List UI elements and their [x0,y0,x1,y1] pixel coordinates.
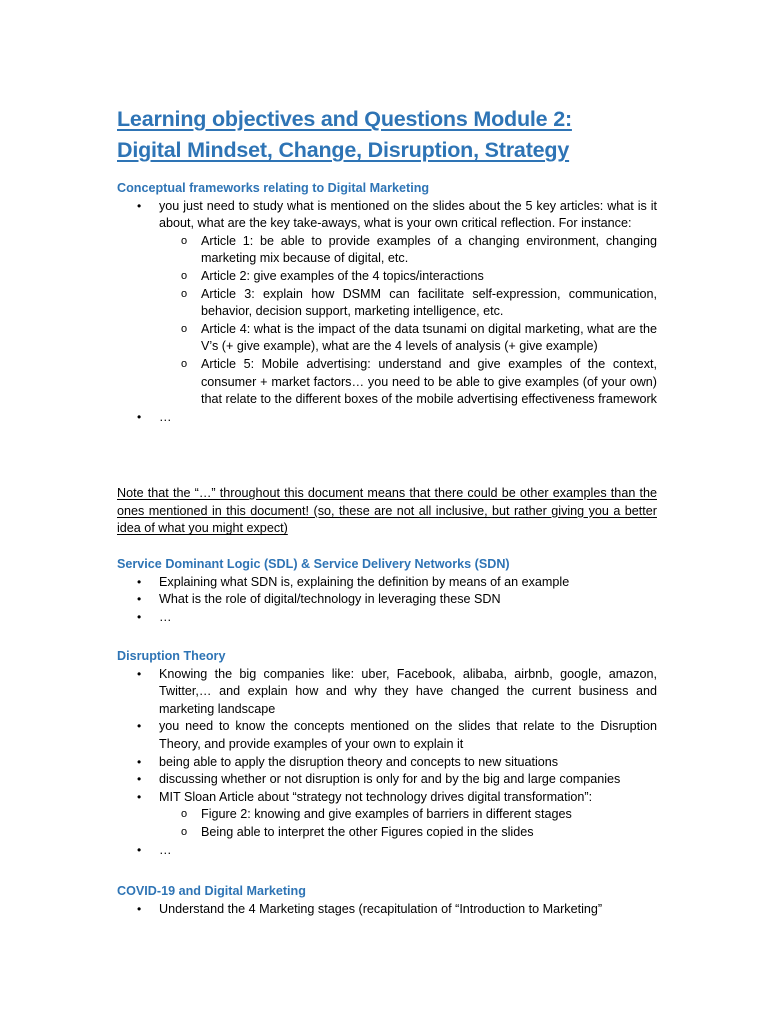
list-item [117,901,657,919]
sub-list-item: o Article 5: Mobile advertising: understand and give examples of the context, consumer + market factors… you need to be able to give examples (of your own) that relate to the different boxes of the mobile advertising effectiveness framework [159,356,657,409]
note-paragraph [117,485,657,538]
list-item: • discussing whether or not disruption is only for and by the big and large companies [117,771,657,789]
list-item: • Knowing the big companies like: uber, Facebook, alibaba, airbnb, google, amazon, Twitter,… and explain how and why they have changed the current business and marketing landscape [117,666,657,719]
section-heading: Service Dominant Logic (SDL) & Service Delivery Networks (SDN) [117,557,510,571]
title-line-2: Digital Mindset, Change, Disruption, Strategy [117,138,570,162]
list-item: • What is the role of digital/technology in leveraging these SDN [117,591,657,609]
list-item-text: you just need to study what is mentioned on the slides about the 5 key articles: what is it about, what are the key take-aways, what is your own critical reflection. For instance: [159,198,657,231]
list-item [117,198,657,409]
list-item: • being able to apply the disruption theory and concepts to new situations [117,754,657,772]
list-item: • … [117,609,657,627]
sub-list-item: o Article 3: explain how DSMM can facilitate self-expression, communication, behavior, decision support, marketing intelligence, etc. [159,286,657,321]
list-item: • … [117,409,657,427]
section-disruption-theory [117,648,657,859]
list-item: • you need to know the concepts mentioned on the slides that relate to the Disruption Theory, and provide examples of your own to explain it [117,718,657,753]
sub-list-item: o Figure 2: knowing and give examples of barriers in different stages [159,806,657,824]
page-title [117,104,677,166]
section-covid [117,883,657,918]
sub-list-item: o Article 4: what is the impact of the data tsunami on digital marketing, what are the V’s (+ give example), what are the 4 levels of analysis (+ give example) [159,321,657,356]
bullet-list [117,901,657,919]
sub-list-item: o Article 1: be able to provide examples of a changing environment, changing marketing mix because of digital, etc. [159,233,657,268]
sub-list [159,806,657,841]
section-heading: COVID-19 and Digital Marketing [117,884,306,898]
sub-list-item: o Article 2: give examples of the 4 topics/interactions [159,268,657,286]
section-sdl-sdn [117,556,657,626]
section-conceptual-frameworks [117,180,657,426]
bullet-list [117,574,657,627]
list-item: • Explaining what SDN is, explaining the definition by means of an example [117,574,657,592]
section-heading: Conceptual frameworks relating to Digital Marketing [117,181,430,195]
title-line-1: Learning objectives and Questions Module 2: [117,107,572,131]
note-text: Note that the “…” throughout this document means that there could be other examples than the ones mentioned in this document! (so, these are not all inclusive, but rather giving you a better idea of what you might expect) [117,486,657,536]
bullet-list [117,666,657,860]
list-item-text: Understand the 4 Marketing stages (recapitulation of “Introduction to Marketing” [159,901,603,916]
sub-list-item: o Being able to interpret the other Figures copied in the slides [159,824,657,842]
sub-list [159,233,657,409]
section-heading: Disruption Theory [117,649,226,663]
list-item: • … [117,842,657,860]
list-item-text: MIT Sloan Article about “strategy not technology drives digital transformation”: [159,789,593,804]
bullet-list [117,198,657,427]
list-item [117,789,657,842]
